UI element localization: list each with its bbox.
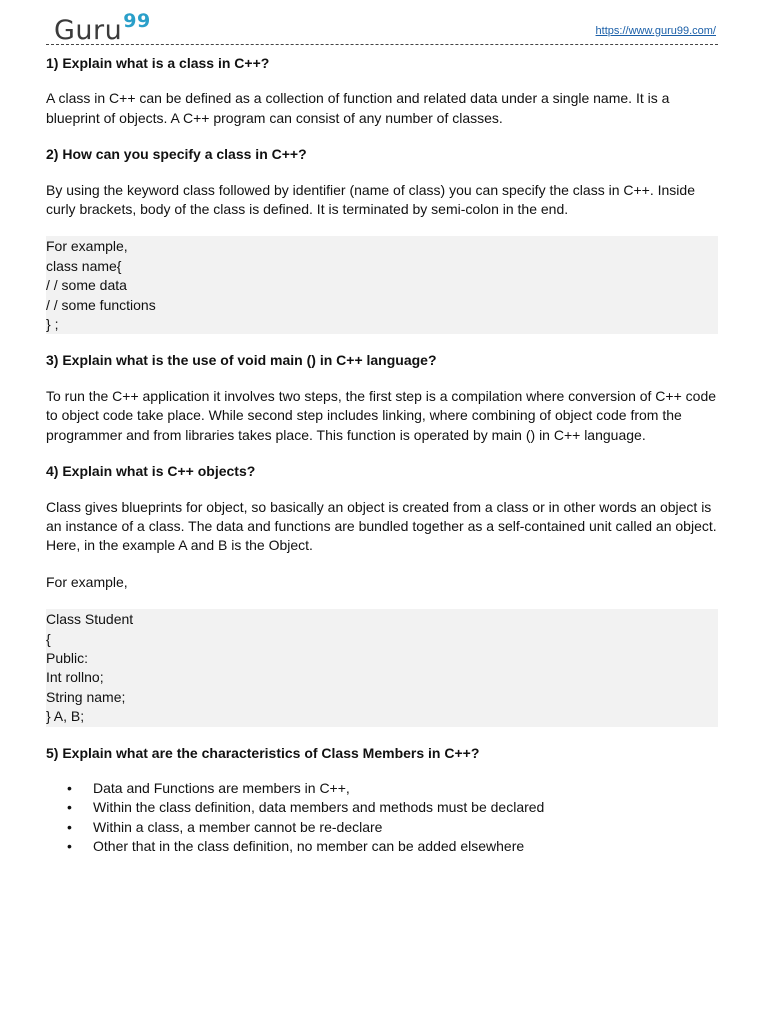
code-line: } A, B; bbox=[46, 708, 85, 725]
logo-number: 99 bbox=[123, 10, 151, 32]
question-5: 5) Explain what are the characteristics of Class Members in C++? bbox=[46, 744, 480, 761]
list-item-text: Within a class, a member cannot be re-declare bbox=[93, 818, 383, 835]
guru99-link[interactable]: https://www.guru99.com/ bbox=[595, 25, 716, 37]
answer-1: A class in C++ can be defined as a collection of function and related data under a single name. It is a blueprint of objects. A C++ program can consist of any number of classes. bbox=[46, 90, 670, 126]
code-line: For example, bbox=[46, 238, 128, 255]
document-body bbox=[46, 54, 718, 857]
list-item-text: Within the class definition, data members and methods must be declared bbox=[93, 799, 545, 816]
list-item bbox=[46, 779, 718, 798]
code-line: Int rollno; bbox=[46, 669, 104, 686]
list-item-text: Data and Functions are members in C++, bbox=[93, 779, 350, 796]
answer-3: To run the C++ application it involves two steps, the first step is a compilation where conversion of C++ code to object code take place. While second step includes linking, where combining of object code from the programmer and from libraries takes place. This function is operated by main () in C++ language. bbox=[46, 387, 717, 443]
question-4: 4) Explain what is C++ objects? bbox=[46, 463, 256, 480]
list-item bbox=[46, 837, 718, 856]
code-example-student bbox=[46, 609, 718, 726]
code-line: Class Student bbox=[46, 611, 134, 628]
answer-4: Class gives blueprints for object, so basically an object is created from a class or in other words an object is an instance of a class. The data and functions are bundled together as a self-contained unit called an object. Here, in the example A and B is the Object. bbox=[46, 498, 717, 554]
code-line: String name; bbox=[46, 688, 126, 705]
code-line: Public: bbox=[46, 649, 89, 666]
code-line: / / some data bbox=[46, 277, 127, 294]
list-item bbox=[46, 818, 718, 837]
question-3: 3) Explain what is the use of void main () in C++ language? bbox=[46, 352, 437, 369]
bullet-icon: • bbox=[67, 799, 72, 816]
code-line: { bbox=[46, 630, 51, 647]
class-members-list bbox=[46, 779, 718, 857]
guru99-logo bbox=[54, 4, 151, 48]
code-example-class bbox=[46, 236, 718, 334]
code-line: } ; bbox=[46, 316, 59, 333]
bullet-icon: • bbox=[67, 818, 72, 835]
page-header bbox=[46, 4, 718, 48]
code-line: class name{ bbox=[46, 257, 122, 274]
bullet-icon: • bbox=[67, 838, 72, 855]
answer-2: By using the keyword class followed by identifier (name of class) you can specify the class in C++. Inside curly brackets, body of the class is defined. It is terminated by semi-colon in the end. bbox=[46, 181, 695, 218]
example-label: For example, bbox=[46, 573, 128, 590]
code-line: / / some functions bbox=[46, 296, 156, 313]
list-item bbox=[46, 798, 718, 817]
header-divider bbox=[46, 44, 718, 45]
logo-text: Guru bbox=[54, 15, 123, 46]
question-1: 1) Explain what is a class in C++? bbox=[46, 55, 270, 71]
question-2: 2) How can you specify a class in C++? bbox=[46, 146, 307, 163]
list-item-text: Other that in the class definition, no member can be added elsewhere bbox=[93, 838, 525, 855]
bullet-icon: • bbox=[67, 779, 72, 796]
